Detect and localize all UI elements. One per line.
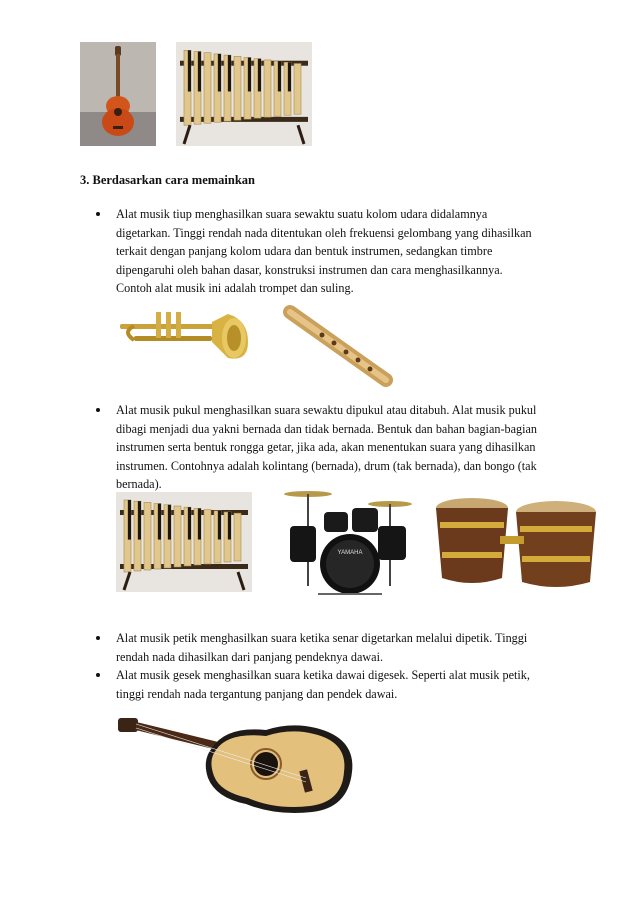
text-line: Alat musik petik menghasilkan suara ketika senar digetarkan melalui dipetik. Tinggi [116,631,528,645]
text-line: Alat musik gesek menghasilkan suara ketika dawai digesek. Seperti alat musik petik, [116,668,530,682]
ukulele-image [80,42,156,146]
bullet-paragraph-bowed [116,666,566,703]
guitar-image [116,712,360,818]
text-line: instrumen. Contohnya adalah kolintang (bernada), drum (tak bernada), dan bongo (tak [116,458,537,473]
bullet-paragraph-percussion [116,401,566,494]
kolintang-image [176,42,312,146]
text-line: Alat musik pukul menghasilkan suara sewaktu dipukul atau ditabuh. Alat musik pukul [116,403,537,417]
bullet-paragraph-wind [116,205,566,298]
bongo-image [428,492,604,592]
text-line: Contoh alat musik ini adalah trompet dan suling. [116,281,354,296]
text-line: tinggi rendah nada tergantung panjang dan pendek dawai. [116,686,398,701]
trumpet-image [116,302,254,366]
text-line: digetarkan. Tinggi rendah nada ditentukan oleh frekuensi gelombang yang dihasilkan [116,225,532,240]
text-line: bernada). [116,477,162,492]
svg-text:YAMAHA: YAMAHA [337,550,363,556]
bullet-marker [96,212,100,216]
text-line: dipengaruhi oleh bahan dasar, konstruksi instrumen dan cara menghasilkannya. [116,262,503,277]
drum-kit-image [278,486,418,604]
text-line: Alat musik tiup menghasilkan suara sewaktu suatu kolom udara didalamnya [116,207,488,221]
text-line: rendah nada dihasilkan dari panjang pendeknya dawai. [116,649,384,664]
suling-image [282,304,398,390]
section-heading: 3. Berdasarkan cara memainkan [80,173,255,187]
kolintang-image [116,492,252,592]
bullet-marker [96,408,100,412]
text-line: instrumen serta bentuk rongga getar, jika ada, akan menentukan suara yang dihasilkan [116,440,536,455]
bullet-paragraph-plucked [116,629,566,666]
bullet-marker [96,636,100,640]
text-line: dibagi menjadi dua yakni bernada dan tidak bernada. Bentuk dan bahan bagian-bagian [116,421,537,436]
bullet-marker [96,673,100,677]
text-line: terkait dengan panjang kolom udara dan bentuk instrumen, sedangkan timbre [116,244,493,259]
